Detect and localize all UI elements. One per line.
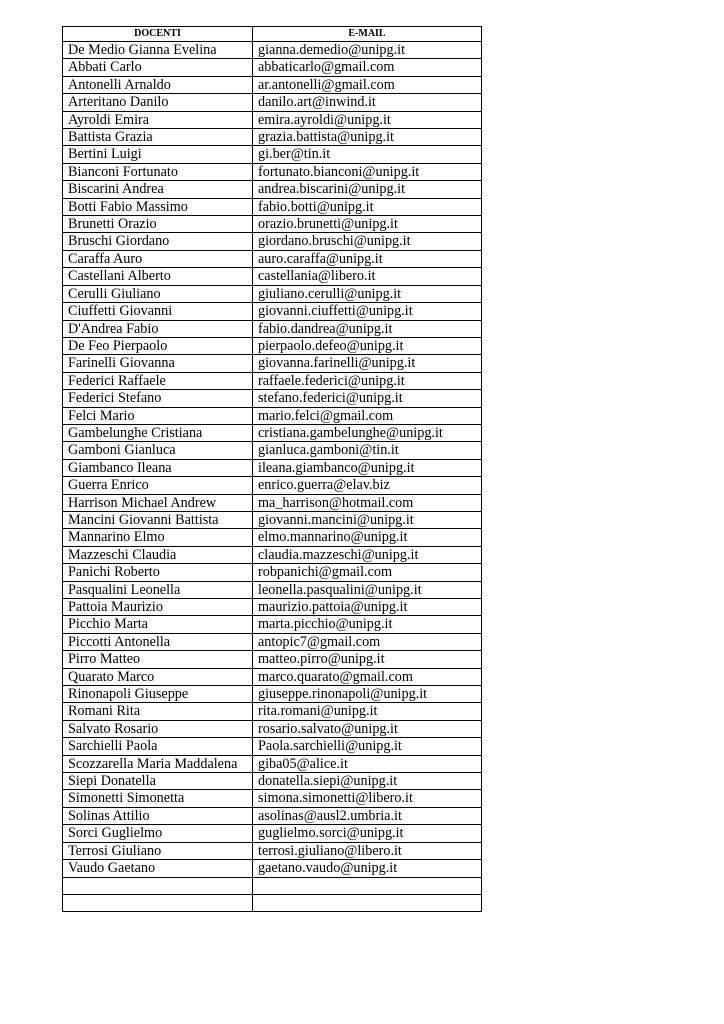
teacher-name-cell: Farinelli Giovanna <box>63 355 253 372</box>
teacher-email-cell: gaetano.vaudo@unipg.it <box>253 860 482 877</box>
teacher-email-cell: pierpaolo.defeo@unipg.it <box>253 337 482 354</box>
teacher-email-cell: gianna.demedio@unipg.it <box>253 42 482 59</box>
teacher-email-cell: terrosi.giuliano@libero.it <box>253 842 482 859</box>
teacher-email-cell: marco.quarato@gmail.com <box>253 668 482 685</box>
teacher-name-cell: Ayroldi Emira <box>63 111 253 128</box>
teacher-email-cell: enrico.guerra@elav.biz <box>253 477 482 494</box>
teacher-name-cell: Scozzarella Maria Maddalena <box>63 755 253 772</box>
table-row <box>63 773 482 790</box>
table-row <box>63 250 482 267</box>
teacher-name-cell: Felci Mario <box>63 407 253 424</box>
teacher-email-cell: leonella.pasqualini@unipg.it <box>253 581 482 598</box>
teacher-name-cell: Biscarini Andrea <box>63 181 253 198</box>
teacher-name-cell: Pirro Matteo <box>63 651 253 668</box>
table-row <box>63 581 482 598</box>
teacher-email-cell: giuseppe.rinonapoli@unipg.it <box>253 686 482 703</box>
teacher-email-cell: rita.romani@unipg.it <box>253 703 482 720</box>
table-row <box>63 303 482 320</box>
teacher-email-cell: gianluca.gamboni@tin.it <box>253 442 482 459</box>
table-row <box>63 337 482 354</box>
teacher-name-cell: Piccotti Antonella <box>63 633 253 650</box>
teacher-name-cell: D'Andrea Fabio <box>63 320 253 337</box>
teacher-name-cell <box>63 877 253 894</box>
table-row <box>63 755 482 772</box>
table-row <box>63 477 482 494</box>
table-row <box>63 181 482 198</box>
teacher-email-cell: giba05@alice.it <box>253 755 482 772</box>
table-row <box>63 163 482 180</box>
table-row <box>63 668 482 685</box>
teacher-email-cell: ileana.giambanco@unipg.it <box>253 459 482 476</box>
teacher-email-cell: giordano.bruschi@unipg.it <box>253 233 482 250</box>
teacher-email-cell: giuliano.cerulli@unipg.it <box>253 285 482 302</box>
teacher-email-cell: marta.picchio@unipg.it <box>253 616 482 633</box>
teacher-email-cell: antopic7@gmail.com <box>253 633 482 650</box>
teacher-email-cell: giovanna.farinelli@unipg.it <box>253 355 482 372</box>
teacher-email-cell: asolinas@ausl2.umbria.it <box>253 807 482 824</box>
teacher-email-cell <box>253 877 482 894</box>
table-row <box>63 42 482 59</box>
teacher-name-cell <box>63 894 253 911</box>
table-row <box>63 686 482 703</box>
teacher-email-cell: ma_harrison@hotmail.com <box>253 494 482 511</box>
table-row <box>63 599 482 616</box>
table-row <box>63 877 482 894</box>
teacher-name-cell: Bianconi Fortunato <box>63 163 253 180</box>
teacher-email-cell: elmo.mannarino@unipg.it <box>253 529 482 546</box>
teacher-name-cell: Federici Raffaele <box>63 372 253 389</box>
table-row <box>63 94 482 111</box>
teacher-name-cell: Sarchielli Paola <box>63 738 253 755</box>
table-row <box>63 146 482 163</box>
teacher-name-cell: Giambanco Ileana <box>63 459 253 476</box>
table-header-row <box>63 27 482 42</box>
teacher-email-cell: orazio.brunetti@unipg.it <box>253 216 482 233</box>
teacher-name-cell: Mazzeschi Claudia <box>63 546 253 563</box>
teacher-email-cell: andrea.biscarini@unipg.it <box>253 181 482 198</box>
teacher-email-cell: Paola.sarchielli@unipg.it <box>253 738 482 755</box>
table-row <box>63 285 482 302</box>
table-row <box>63 738 482 755</box>
teacher-name-cell: Pasqualini Leonella <box>63 581 253 598</box>
teacher-email-cell: rosario.salvato@unipg.it <box>253 720 482 737</box>
teacher-name-cell: Sorci Guglielmo <box>63 825 253 842</box>
table-row <box>63 842 482 859</box>
teacher-name-cell: Solinas Attilio <box>63 807 253 824</box>
teacher-email-cell: giovanni.ciuffetti@unipg.it <box>253 303 482 320</box>
teacher-name-cell: Siepi Donatella <box>63 773 253 790</box>
teacher-name-cell: Gamboni Gianluca <box>63 442 253 459</box>
table-row <box>63 546 482 563</box>
teacher-name-cell: Cerulli Giuliano <box>63 285 253 302</box>
teacher-email-cell: fabio.botti@unipg.it <box>253 198 482 215</box>
teacher-email-cell: cristiana.gambelunghe@unipg.it <box>253 424 482 441</box>
teacher-email-cell: grazia.battista@unipg.it <box>253 129 482 146</box>
teacher-name-cell: Caraffa Auro <box>63 250 253 267</box>
table-row <box>63 564 482 581</box>
teacher-email-cell: gi.ber@tin.it <box>253 146 482 163</box>
teacher-name-cell: Panichi Roberto <box>63 564 253 581</box>
contact-table-container <box>62 26 481 912</box>
teacher-name-cell: Simonetti Simonetta <box>63 790 253 807</box>
table-row <box>63 111 482 128</box>
table-row <box>63 720 482 737</box>
teacher-name-cell: Ciuffetti Giovanni <box>63 303 253 320</box>
table-row <box>63 198 482 215</box>
teacher-name-cell: Romani Rita <box>63 703 253 720</box>
teacher-name-cell: Terrosi Giuliano <box>63 842 253 859</box>
teacher-name-cell: Federici Stefano <box>63 390 253 407</box>
teacher-email-cell: castellania@libero.it <box>253 268 482 285</box>
teacher-name-cell: Abbati Carlo <box>63 59 253 76</box>
table-row <box>63 442 482 459</box>
teacher-email-cell: donatella.siepi@unipg.it <box>253 773 482 790</box>
teacher-name-cell: Arteritano Danilo <box>63 94 253 111</box>
column-header-docenti: DOCENTI <box>63 27 253 42</box>
teacher-email-cell: raffaele.federici@unipg.it <box>253 372 482 389</box>
teacher-email-cell <box>253 894 482 911</box>
teacher-email-cell: claudia.mazzeschi@unipg.it <box>253 546 482 563</box>
table-row <box>63 129 482 146</box>
teacher-name-cell: Rinonapoli Giuseppe <box>63 686 253 703</box>
teacher-email-cell: matteo.pirro@unipg.it <box>253 651 482 668</box>
teacher-email-cell: danilo.art@inwind.it <box>253 94 482 111</box>
teacher-name-cell: Mancini Giovanni Battista <box>63 511 253 528</box>
teacher-email-cell: giovanni.mancini@unipg.it <box>253 511 482 528</box>
teacher-name-cell: De Medio Gianna Evelina <box>63 42 253 59</box>
table-row <box>63 529 482 546</box>
teacher-name-cell: De Feo Pierpaolo <box>63 337 253 354</box>
teacher-name-cell: Battista Grazia <box>63 129 253 146</box>
teacher-name-cell: Bertini Luigi <box>63 146 253 163</box>
teacher-email-cell: simona.simonetti@libero.it <box>253 790 482 807</box>
table-body <box>63 42 482 912</box>
table-row <box>63 76 482 93</box>
teacher-email-cell: maurizio.pattoia@unipg.it <box>253 599 482 616</box>
teacher-name-cell: Guerra Enrico <box>63 477 253 494</box>
table-row <box>63 459 482 476</box>
teacher-name-cell: Botti Fabio Massimo <box>63 198 253 215</box>
table-row <box>63 233 482 250</box>
teacher-name-cell: Picchio Marta <box>63 616 253 633</box>
table-row <box>63 355 482 372</box>
teacher-email-cell: emira.ayroldi@unipg.it <box>253 111 482 128</box>
table-row <box>63 407 482 424</box>
teacher-name-cell: Quarato Marco <box>63 668 253 685</box>
teacher-name-cell: Brunetti Orazio <box>63 216 253 233</box>
table-row <box>63 807 482 824</box>
table-row <box>63 59 482 76</box>
teacher-email-cell: fabio.dandrea@unipg.it <box>253 320 482 337</box>
teacher-name-cell: Bruschi Giordano <box>63 233 253 250</box>
table-row <box>63 894 482 911</box>
contact-table <box>62 26 482 912</box>
teacher-email-cell: abbaticarlo@gmail.com <box>253 59 482 76</box>
table-row <box>63 616 482 633</box>
table-row <box>63 424 482 441</box>
teacher-email-cell: robpanichi@gmail.com <box>253 564 482 581</box>
table-row <box>63 216 482 233</box>
table-row <box>63 703 482 720</box>
table-row <box>63 494 482 511</box>
teacher-name-cell: Vaudo Gaetano <box>63 860 253 877</box>
column-header-email: E-MAIL <box>253 27 482 42</box>
teacher-email-cell: ar.antonelli@gmail.com <box>253 76 482 93</box>
table-row <box>63 825 482 842</box>
teacher-name-cell: Harrison Michael Andrew <box>63 494 253 511</box>
teacher-email-cell: guglielmo.sorci@unipg.it <box>253 825 482 842</box>
table-row <box>63 390 482 407</box>
teacher-email-cell: stefano.federici@unipg.it <box>253 390 482 407</box>
table-row <box>63 651 482 668</box>
teacher-name-cell: Pattoia Maurizio <box>63 599 253 616</box>
teacher-name-cell: Antonelli Arnaldo <box>63 76 253 93</box>
table-row <box>63 511 482 528</box>
teacher-name-cell: Gambelunghe Cristiana <box>63 424 253 441</box>
table-row <box>63 790 482 807</box>
teacher-name-cell: Castellani Alberto <box>63 268 253 285</box>
table-row <box>63 320 482 337</box>
teacher-email-cell: mario.felci@gmail.com <box>253 407 482 424</box>
table-row <box>63 268 482 285</box>
teacher-name-cell: Mannarino Elmo <box>63 529 253 546</box>
teacher-email-cell: auro.caraffa@unipg.it <box>253 250 482 267</box>
table-row <box>63 633 482 650</box>
teacher-email-cell: fortunato.bianconi@unipg.it <box>253 163 482 180</box>
table-row <box>63 372 482 389</box>
table-row <box>63 860 482 877</box>
teacher-name-cell: Salvato Rosario <box>63 720 253 737</box>
